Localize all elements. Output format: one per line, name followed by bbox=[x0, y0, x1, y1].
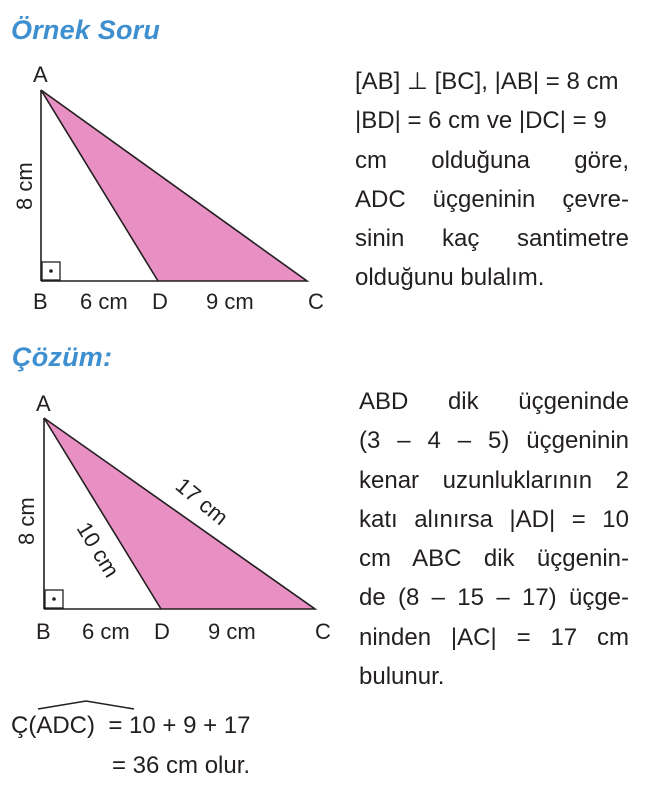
example-heading: Örnek Soru bbox=[11, 15, 161, 45]
solution-text-line: ABD dik üçgeninde bbox=[359, 388, 629, 415]
vertex-label-b: B bbox=[36, 619, 51, 644]
vertex-label-b: B bbox=[33, 289, 48, 314]
solution-text-line: katı alınırsa |AD| = 10 bbox=[359, 505, 629, 533]
solution-text-line: (3 – 4 – 5) üçgeninin bbox=[359, 427, 629, 455]
arc-hat-symbol bbox=[36, 700, 136, 710]
vertex-label-a: A bbox=[33, 62, 48, 87]
example-text-line: sinin kaç santimetre bbox=[355, 225, 629, 253]
formula-line-1 bbox=[11, 706, 250, 746]
right-angle-dot bbox=[52, 597, 56, 601]
solution-text-line: kenar uzunluklarının 2 bbox=[359, 466, 629, 494]
vertex-label-a: A bbox=[36, 391, 51, 416]
vertex-label-d: D bbox=[152, 289, 168, 314]
label-ac: 17 cm bbox=[170, 472, 233, 530]
example-text-line: ADC üçgeninin çevre- bbox=[355, 185, 629, 213]
example-text-line: [AB] ⊥ [BC], |AB| = 8 cm bbox=[355, 68, 619, 95]
vertex-label-d: D bbox=[154, 619, 170, 644]
label-dc: 9 cm bbox=[206, 289, 254, 314]
solution-heading: Çözüm: bbox=[12, 342, 113, 372]
example-text-line: |BD| = 6 cm ve |DC| = 9 bbox=[355, 107, 607, 135]
triangle-adc-fill bbox=[41, 90, 307, 281]
triangle-adc-fill bbox=[44, 418, 315, 609]
formula-arc-wrapper bbox=[36, 706, 87, 746]
label-dc: 9 cm bbox=[208, 619, 256, 644]
label-ad: 10 cm bbox=[71, 517, 125, 582]
example-text-line: cm olduğuna göre, bbox=[355, 146, 629, 174]
label-ab: 8 cm bbox=[12, 162, 37, 210]
perimeter-formula bbox=[11, 706, 250, 786]
formula-line-2 bbox=[11, 746, 250, 786]
formula-suffix: ) bbox=[87, 712, 95, 739]
example-problem-text bbox=[355, 62, 629, 298]
formula-prefix: Ç( bbox=[11, 712, 37, 739]
formula-arc-text: ADC bbox=[36, 712, 87, 739]
formula-line2-text: = 36 cm olur. bbox=[112, 752, 251, 779]
formula-line1-rhs: = 10 + 9 + 17 bbox=[108, 712, 251, 739]
label-bd: 6 cm bbox=[80, 289, 128, 314]
label-bd: 6 cm bbox=[82, 619, 130, 644]
solution-explanation-text bbox=[359, 382, 629, 696]
solution-text-line: bulunur. bbox=[359, 663, 445, 691]
label-ab: 8 cm bbox=[14, 497, 39, 545]
solution-text-line: de (8 – 15 – 17) üçge- bbox=[359, 584, 629, 612]
right-angle-dot bbox=[49, 269, 53, 273]
vertex-label-c: C bbox=[308, 289, 324, 314]
solution-text-line: ninden |AC| = 17 cm bbox=[359, 623, 629, 651]
example-text-line: olduğunu bulalım. bbox=[355, 264, 545, 292]
vertex-label-c: C bbox=[315, 619, 331, 644]
solution-text-line: cm ABC dik üçgenin- bbox=[359, 545, 629, 573]
